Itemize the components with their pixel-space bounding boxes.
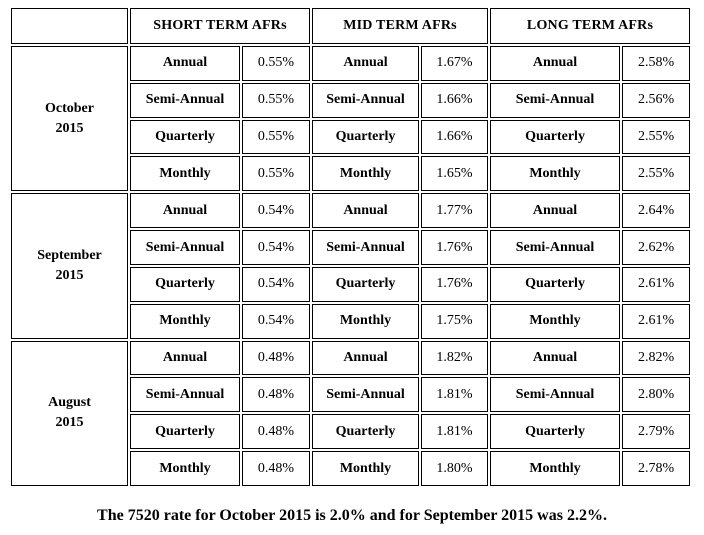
long-term-rate: 2.79% — [622, 414, 690, 449]
short-term-frequency: Monthly — [130, 156, 240, 191]
afr-table-body — [11, 46, 690, 486]
short-term-rate: 0.48% — [242, 377, 310, 412]
long-term-frequency: Monthly — [490, 304, 620, 339]
long-term-frequency: Annual — [490, 193, 620, 228]
mid-term-frequency: Quarterly — [312, 267, 419, 302]
period-cell — [11, 46, 128, 191]
mid-term-rate: 1.65% — [421, 156, 488, 191]
short-term-rate: 0.48% — [242, 341, 310, 376]
table-row — [11, 193, 690, 228]
mid-term-rate: 1.67% — [421, 46, 488, 81]
table-row — [11, 341, 690, 376]
short-term-frequency: Semi-Annual — [130, 230, 240, 265]
mid-term-rate: 1.80% — [421, 451, 488, 486]
period-year: 2015 — [55, 120, 84, 136]
long-term-frequency: Monthly — [490, 156, 620, 191]
mid-term-frequency: Monthly — [312, 304, 419, 339]
period-month: August — [48, 395, 91, 411]
long-term-frequency: Semi-Annual — [490, 83, 620, 118]
short-term-rate: 0.48% — [242, 414, 310, 449]
long-term-frequency: Quarterly — [490, 267, 620, 302]
short-term-rate: 0.55% — [242, 120, 310, 155]
long-term-frequency: Quarterly — [490, 120, 620, 155]
long-term-frequency: Annual — [490, 46, 620, 81]
short-term-header: SHORT TERM AFRs — [130, 8, 310, 44]
long-term-rate: 2.58% — [622, 46, 690, 81]
short-term-frequency: Annual — [130, 341, 240, 376]
mid-term-rate: 1.81% — [421, 377, 488, 412]
mid-term-frequency: Annual — [312, 341, 419, 376]
short-term-rate: 0.54% — [242, 304, 310, 339]
rate-7520-note: The 7520 rate for October 2015 is 2.0% and for September 2015 was 2.2%. — [97, 507, 607, 524]
short-term-rate: 0.54% — [242, 267, 310, 302]
short-term-frequency: Semi-Annual — [130, 377, 240, 412]
mid-term-rate: 1.76% — [421, 230, 488, 265]
mid-term-rate: 1.82% — [421, 341, 488, 376]
short-term-frequency: Annual — [130, 46, 240, 81]
long-term-header: LONG TERM AFRs — [490, 8, 690, 44]
long-term-rate: 2.55% — [622, 156, 690, 191]
corner-cell — [11, 8, 128, 44]
header-row — [11, 8, 690, 44]
long-term-frequency: Monthly — [490, 451, 620, 486]
period-month: October — [45, 100, 94, 116]
table-row — [11, 46, 690, 81]
period-year: 2015 — [55, 267, 84, 283]
mid-term-frequency: Semi-Annual — [312, 83, 419, 118]
long-term-rate: 2.55% — [622, 120, 690, 155]
mid-term-frequency: Semi-Annual — [312, 377, 419, 412]
mid-term-rate: 1.77% — [421, 193, 488, 228]
long-term-rate: 2.56% — [622, 83, 690, 118]
long-term-frequency: Annual — [490, 341, 620, 376]
mid-term-frequency: Quarterly — [312, 120, 419, 155]
short-term-frequency: Quarterly — [130, 120, 240, 155]
long-term-rate: 2.62% — [622, 230, 690, 265]
short-term-frequency: Annual — [130, 193, 240, 228]
long-term-rate: 2.61% — [622, 267, 690, 302]
long-term-frequency: Semi-Annual — [490, 230, 620, 265]
long-term-rate: 2.64% — [622, 193, 690, 228]
period-year: 2015 — [55, 415, 84, 431]
period-cell — [11, 193, 128, 338]
short-term-frequency: Quarterly — [130, 267, 240, 302]
long-term-frequency: Quarterly — [490, 414, 620, 449]
short-term-frequency: Semi-Annual — [130, 83, 240, 118]
short-term-rate: 0.55% — [242, 46, 310, 81]
long-term-rate: 2.82% — [622, 341, 690, 376]
short-term-rate: 0.54% — [242, 193, 310, 228]
mid-term-rate: 1.66% — [421, 120, 488, 155]
long-term-rate: 2.80% — [622, 377, 690, 412]
period-month: September — [37, 247, 102, 263]
mid-term-frequency: Monthly — [312, 156, 419, 191]
afr-table — [9, 6, 692, 488]
short-term-rate: 0.55% — [242, 156, 310, 191]
mid-term-rate: 1.66% — [421, 83, 488, 118]
mid-term-rate: 1.76% — [421, 267, 488, 302]
short-term-frequency: Monthly — [130, 304, 240, 339]
mid-term-frequency: Monthly — [312, 451, 419, 486]
short-term-frequency: Monthly — [130, 451, 240, 486]
mid-term-frequency: Annual — [312, 46, 419, 81]
period-cell — [11, 341, 128, 486]
long-term-rate: 2.78% — [622, 451, 690, 486]
short-term-frequency: Quarterly — [130, 414, 240, 449]
short-term-rate: 0.54% — [242, 230, 310, 265]
long-term-rate: 2.61% — [622, 304, 690, 339]
mid-term-frequency: Semi-Annual — [312, 230, 419, 265]
mid-term-frequency: Annual — [312, 193, 419, 228]
long-term-frequency: Semi-Annual — [490, 377, 620, 412]
mid-term-rate: 1.75% — [421, 304, 488, 339]
short-term-rate: 0.55% — [242, 83, 310, 118]
mid-term-frequency: Quarterly — [312, 414, 419, 449]
short-term-rate: 0.48% — [242, 451, 310, 486]
mid-term-header: MID TERM AFRs — [312, 8, 488, 44]
mid-term-rate: 1.81% — [421, 414, 488, 449]
